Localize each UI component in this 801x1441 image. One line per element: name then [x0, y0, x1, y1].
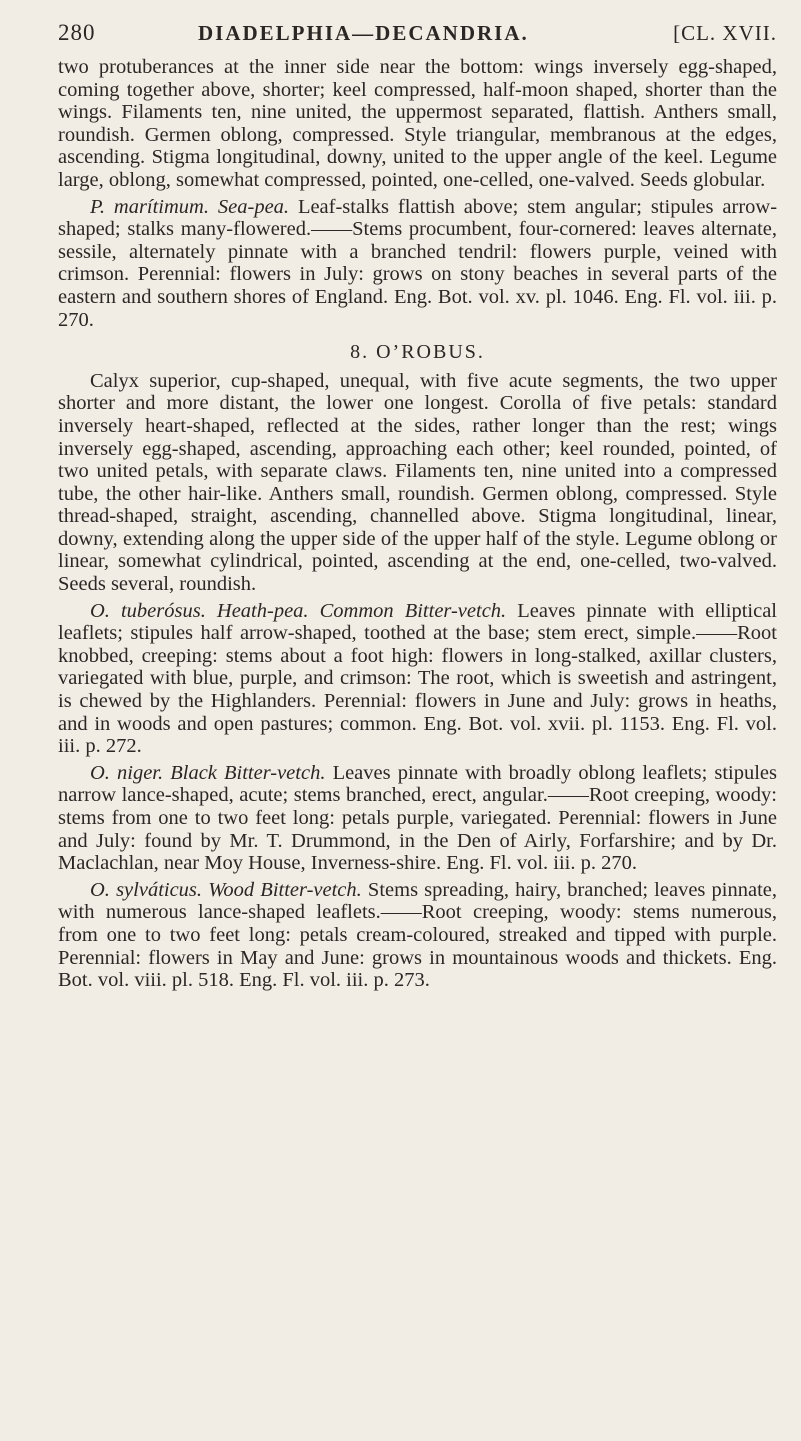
species-description: Leaves pinnate with broadly oblong leaflets; stipules narrow lance-shaped, acute; stems branched, erect, angular.——Root creeping, woody: stems from one to two feet long: petals purple, variegated. Perennial: flowers in June and July: found by Mr. T. Drummond, in the Den of Airly, Forfarshire; and by Dr. Maclachlan, near Moy House, Inverness-shire. Eng. Fl. vol. iii. p. 270.	[58, 761, 778, 875]
intro-paragraph: two protuberances at the inner side near the bottom: wings inversely egg-shaped, coming together above, shorter; keel compressed, half-moon shaped, shorter than the wings. Filaments ten, nine united, the uppermost separated, flattish. Anthers small, roundish. Germen oblong, compressed. Style triangular, membranous at the edges, ascending. Stigma longitudinal, downy, united to the upper angle of the keel. Legume large, oblong, somewhat compressed, pointed, one-celled, one-valved. Seeds globular.	[58, 56, 777, 191]
species-description: Leaves pinnate with elliptical leaflets; stipules half arrow-shaped, toothed at the base; stem erect, simple.——Root knobbed, creeping: stems about a foot high: flowers in long-stalked, axillar clusters, variegated with blue, purple, and crimson: The root, which is sweetish and astringent, is chewed by the Highlanders. Perennial: flowers in June and July: grows in heaths, and in woods and open pastures; common. Eng. Bot. vol. xvii. pl. 1153. Eng. Fl. vol. iii. p. 272.	[58, 599, 777, 758]
genus-heading: 8. O’ROBUS.	[350, 341, 485, 364]
common-name: Sea-pea.	[217, 195, 290, 218]
common-name: Black Bitter-vetch.	[170, 761, 326, 784]
common-name: Heath-pea. Common Bitter-vetch.	[216, 599, 507, 622]
species-niger	[58, 762, 777, 875]
species-name: O. sylváticus.	[90, 878, 203, 901]
species-description: Stems spreading, hairy, branched; leaves pinnate, with numerous lance-shaped leaflets.——Root creeping, woody: stems numerous, from one to two feet long: petals cream-coloured, streaked and tipped with purple. Perennial: flowers in May and June: grows in mountainous woods and thickets. Eng. Bot. vol. viii. pl. 518. Eng. Fl. vol. iii. p. 273.	[58, 878, 778, 992]
species-description: Leaf-stalks flattish above; stem angular; stipules arrow-shaped; stalks many-flowered.——Stems procumbent, four-cornered: leaves alternate, sessile, alternately pinnate with a branched tendril: flowers purple, veined with crimson. Perennial: flowers in July: grows on stony beaches in several parts of the eastern and southern shores of England. Eng. Bot. vol. xv. pl. 1046. Eng. Fl. vol. iii. p. 270.	[58, 195, 778, 331]
species-maritimum	[58, 196, 777, 332]
chapter-label: [CL. XVII.	[673, 21, 777, 45]
species-sylvaticus	[58, 879, 777, 992]
species-name: P. marítimum.	[90, 195, 209, 218]
species-name: O. tuberósus.	[90, 599, 206, 622]
species-tuberosus	[58, 600, 777, 758]
running-title: DIADELPHIA—DECANDRIA.	[198, 21, 529, 45]
page-body	[58, 56, 777, 992]
page-number: 280	[58, 20, 96, 45]
genus-description: Calyx superior, cup-shaped, unequal, with five acute segments, the two upper shorter and more distant, the lower one longest. Corolla of five petals: standard inversely heart-shaped, reflected at the sides, rather longer than the rest; wings inversely egg-shaped, ascending, approaching each other; keel rounded, pointed, of two united petals, with separate claws. Filaments ten, nine united into a compressed tube, the other hair-like. Anthers small, roundish. Germen oblong, compressed. Style thread-shaped, straight, ascending, channelled above. Stigma longitudinal, linear, downy, extending along the upper side of the upper half of the style. Legume oblong or linear, somewhat cylindrical, pointed, ascending at the end, one-celled, two-valved. Seeds several, roundish.	[58, 369, 777, 596]
common-name: Wood Bitter-vetch.	[208, 878, 362, 901]
running-head	[58, 20, 777, 56]
species-name: O. niger.	[90, 761, 164, 784]
